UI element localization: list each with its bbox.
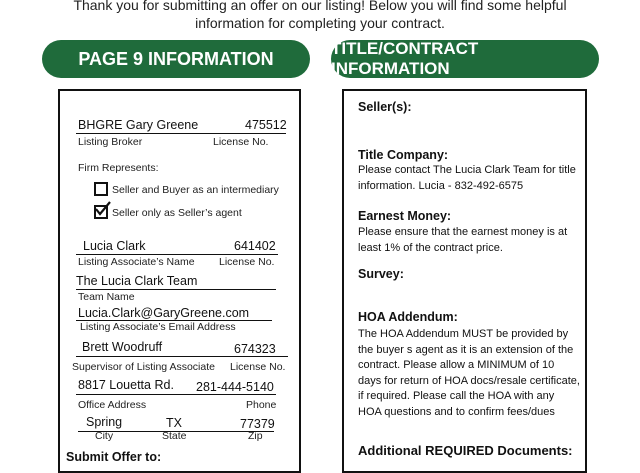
submit-offer-label: Submit Offer to: xyxy=(66,450,162,464)
state-value: TX xyxy=(166,416,182,430)
office-line xyxy=(76,394,276,395)
zip-label: Zip xyxy=(248,430,263,442)
team-name: The Lucia Clark Team xyxy=(76,274,198,288)
supervisor-label: Supervisor of Listing Associate xyxy=(72,361,215,373)
sellers-heading: Seller(s): xyxy=(358,100,412,114)
earnest-money-text: Please ensure that the earnest money is at least 1% of the contract price. xyxy=(358,226,568,254)
state-label: State xyxy=(162,430,187,442)
supervisor-name: Brett Woodruff xyxy=(82,340,163,354)
associate-email-label: Listing Associate’s Email Address xyxy=(80,321,236,333)
office-address: 8817 Louetta Rd. xyxy=(78,378,174,392)
listing-broker-label: Listing Broker xyxy=(78,136,143,148)
supervisor-license: 674323 xyxy=(234,342,276,356)
team-line xyxy=(76,289,276,290)
survey-heading: Survey: xyxy=(358,267,404,281)
check-mark-icon xyxy=(94,201,112,217)
supervisor-license-label: License No. xyxy=(230,361,286,373)
seller-only-checkbox[interactable] xyxy=(94,205,108,219)
firm-represents-label: Firm Represents: xyxy=(78,162,159,174)
broker-license-label: License No. xyxy=(213,136,269,148)
earnest-money-heading: Earnest Money: xyxy=(358,209,452,223)
associate-license: 641402 xyxy=(234,239,276,253)
additional-documents-heading: Additional REQUIRED Documents: xyxy=(358,443,573,458)
associate-name: Lucia Clark xyxy=(83,239,146,253)
associate-line xyxy=(76,254,278,255)
seller-only-option-label: Seller only as Seller’s agent xyxy=(112,207,242,219)
intermediary-option-label: Seller and Buyer as an intermediary xyxy=(112,184,279,196)
associate-email: Lucia.Clark@GaryGreene.com xyxy=(78,306,250,320)
intermediary-checkbox[interactable] xyxy=(94,182,108,196)
team-name-label: Team Name xyxy=(78,291,135,303)
associate-name-label: Listing Associate’s Name xyxy=(78,256,195,268)
broker-line xyxy=(76,133,286,134)
broker-license: 475512 xyxy=(245,118,287,132)
office-phone: 281-444-5140 xyxy=(196,380,274,394)
phone-label: Phone xyxy=(246,399,277,411)
city-value: Spring xyxy=(86,415,123,429)
page9-header: PAGE 9 INFORMATION xyxy=(42,40,310,78)
hoa-addendum-heading: HOA Addendum: xyxy=(358,310,458,324)
intro-line-1: Thank you for submitting an offer on our listing! Below you will find some helpful xyxy=(73,0,567,13)
city-label: City xyxy=(95,430,114,442)
office-address-label: Office Address xyxy=(78,399,147,411)
zip-value: 77379 xyxy=(240,417,275,431)
title-company-heading: Title Company: xyxy=(358,148,449,162)
supervisor-line xyxy=(76,356,288,357)
title-contract-header: TITLE/CONTRACT INFORMATION xyxy=(331,40,599,78)
associate-license-label: License No. xyxy=(219,256,275,268)
broker-name: BHGRE Gary Greene xyxy=(78,118,199,132)
hoa-addendum-text: The HOA Addendum MUST be provided by the buyer s agent as it is an extension of the contract. Please allow a MINIMUM of 10 days for return of HOA docs/resale certificate, if required. Please call the HOA with any HOA questions and to confirm fees/dues xyxy=(358,328,580,418)
title-company-text: Please contact The Lucia Clark Team for title information. Lucia - 832-492-6575 xyxy=(358,164,576,192)
intro-line-2: information for completing your contract. xyxy=(195,15,445,31)
